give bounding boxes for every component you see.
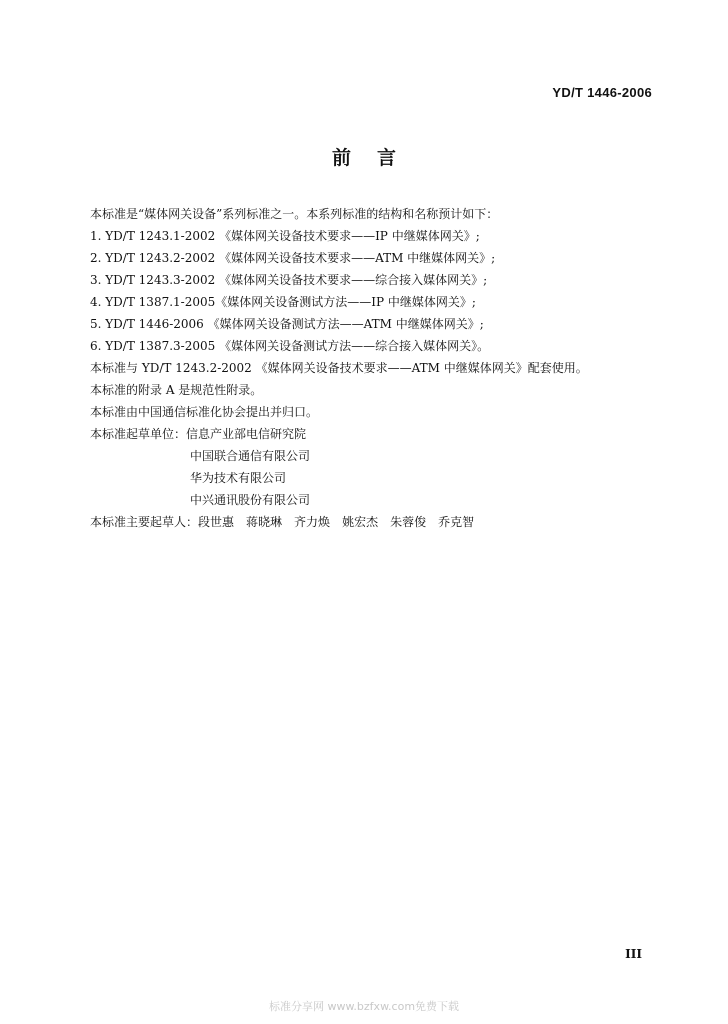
page-title [0, 143, 728, 170]
list-item: 5. YD/T 1446-2006 《媒体网关设备测试方法——ATM 中继媒体网关》; [90, 317, 484, 331]
watermark-text: 标准分享网 www.bzfxw.com免费下载 [268, 1000, 460, 1013]
foreword-body [90, 203, 670, 533]
drafters-label: 本标准主要起草人： [90, 515, 199, 529]
drafting-units-label: 本标准起草单位： [90, 427, 187, 441]
drafter-name: 段世惠 [198, 515, 235, 529]
drafting-unit-line [90, 489, 670, 511]
list-item: 3. YD/T 1243.3-2002 《媒体网关设备技术要求——综合接入媒体网关》; [90, 273, 488, 287]
list-item: 4. YD/T 1387.1-2005《媒体网关设备测试方法——IP 中继媒体网关》; [90, 295, 476, 309]
drafting-unit: 信息产业部电信研究院 [186, 427, 307, 441]
usage-line: 本标准与 YD/T 1243.2-2002 《媒体网关设备技术要求——ATM 中继媒体网关》配套使用。 [90, 361, 588, 375]
document-code: YD/T 1446-2006 [552, 85, 652, 100]
drafter-name: 姚宏杰 [342, 515, 379, 529]
list-item: 6. YD/T 1387.3-2005 《媒体网关设备测试方法——综合接入媒体网关》。 [90, 339, 490, 353]
intro-line: 本标准是“媒体网关设备”系列标准之一。本系列标准的结构和名称预计如下： [90, 207, 499, 221]
title-part-2: 言 [377, 147, 397, 169]
drafting-unit-line [90, 423, 670, 445]
drafters-line [90, 511, 670, 533]
list-item: 1. YD/T 1243.1-2002 《媒体网关设备技术要求——IP 中继媒体网关》; [90, 229, 480, 243]
appendix-line: 本标准的附录 A 是规范性附录。 [90, 383, 263, 397]
drafting-unit: 中国联合通信有限公司 [190, 449, 311, 463]
list-item: 2. YD/T 1243.2-2002 《媒体网关设备技术要求——ATM 中继媒体网关》; [90, 251, 496, 265]
drafting-unit-line [90, 445, 670, 467]
drafter-name: 齐力焕 [294, 515, 331, 529]
page-number: III [625, 947, 642, 961]
drafter-name: 乔克智 [438, 515, 475, 529]
title-part-1: 前 [331, 147, 351, 169]
drafter-name: 蒋晓琳 [246, 515, 283, 529]
drafter-name: 朱蓉俊 [390, 515, 427, 529]
drafting-unit: 华为技术有限公司 [190, 471, 287, 485]
drafting-unit-line [90, 467, 670, 489]
proposer-line: 本标准由中国通信标准化协会提出并归口。 [90, 405, 319, 419]
drafting-unit: 中兴通讯股份有限公司 [190, 493, 311, 507]
